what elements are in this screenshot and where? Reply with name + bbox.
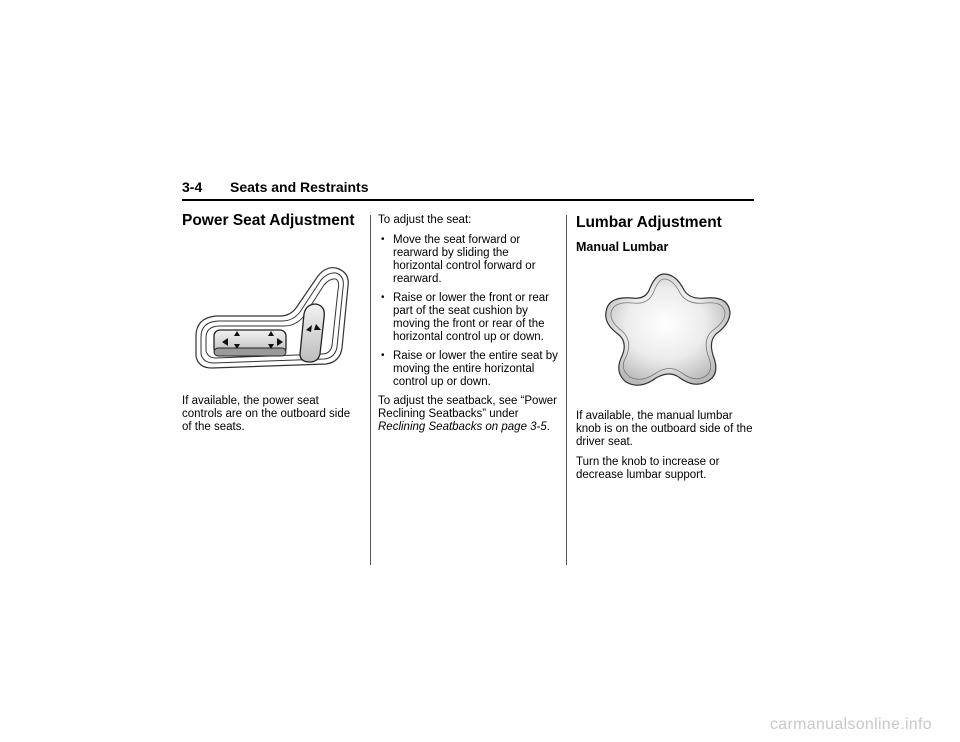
- page-number: 3-4: [182, 179, 203, 195]
- bullet-icon: •: [381, 234, 385, 245]
- column-divider-left: [370, 215, 371, 565]
- power-seat-heading: Power Seat Adjustment: [182, 212, 355, 229]
- list-item: • Raise or lower the front or rear part of the seat cushion by moving the front or rear of the horizontal control up or down.: [381, 292, 549, 343]
- adjust-seat-intro: To adjust the seat:: [378, 214, 472, 226]
- seatback-paragraph: [378, 395, 558, 434]
- lumbar-knob-illustration: [576, 268, 754, 400]
- list-item: • Raise or lower the entire seat by moving the entire horizontal control up or down.: [381, 350, 558, 388]
- lumbar-instruction: Turn the knob to increase or decrease lumbar support.: [576, 456, 720, 481]
- left-column: [182, 214, 360, 441]
- power-seat-caption: If available, the power seat controls are on the outboard side of the seats.: [182, 395, 351, 433]
- seatback-text: To adjust the seatback, see “Power Reclining Seatbacks” under: [378, 395, 557, 420]
- lumbar-caption: If available, the manual lumbar knob is on the outboard side of the driver seat.: [576, 410, 753, 448]
- section-title: Seats and Restraints: [230, 179, 369, 195]
- watermark: carmanualsonline.info: [770, 716, 932, 733]
- page-header: [182, 179, 754, 201]
- list-item: • Move the seat forward or rearward by sliding the horizontal control forward or rearward.: [381, 234, 536, 285]
- power-seat-controls-illustration: [182, 258, 360, 376]
- lumbar-heading: Lumbar Adjustment: [576, 214, 722, 231]
- seatback-link[interactable]: Reclining Seatbacks on page 3-5: [378, 421, 547, 433]
- manual-lumbar-subheading: Manual Lumbar: [576, 240, 669, 254]
- right-column: [576, 216, 754, 489]
- middle-column: [378, 214, 558, 441]
- seatback-end: .: [546, 421, 550, 433]
- bullet-icon: •: [381, 292, 385, 303]
- bullet-icon: •: [381, 350, 385, 361]
- column-divider-right: [566, 215, 567, 565]
- adjust-seat-list: [378, 234, 558, 389]
